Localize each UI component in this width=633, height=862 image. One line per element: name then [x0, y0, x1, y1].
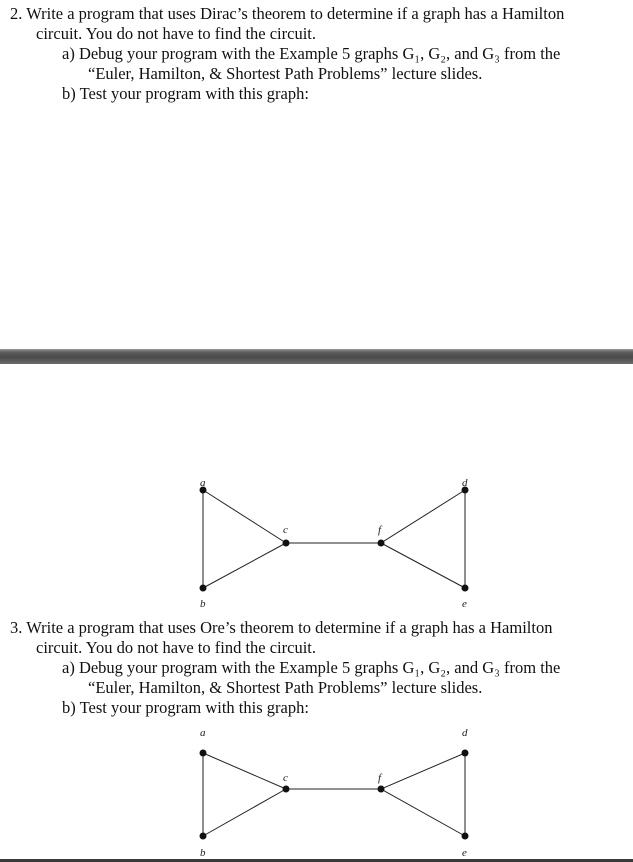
edge-b-c	[203, 543, 286, 588]
vertex-a	[200, 750, 207, 757]
vertex-f	[378, 786, 385, 793]
edge-f-e	[381, 789, 465, 836]
label-e: e	[462, 847, 467, 859]
problem-3-line-1: 3. Write a program that uses Ore’s theorem to determine if a graph has a Hamilton	[10, 618, 553, 637]
vertex-e	[462, 833, 469, 840]
label-c: c	[283, 524, 288, 536]
problem-3-part-a-line-2: “Euler, Hamilton, & Shortest Path Problems” lecture slides.	[88, 678, 483, 697]
vertex-c	[283, 540, 290, 547]
problem-3-part-a-line-1: a) Debug your program with the Example 5 graphs G₁, G₂, and G₃ from the	[62, 658, 561, 677]
vertex-b	[200, 585, 207, 592]
edge-f-e	[381, 543, 465, 588]
label-a: a	[200, 477, 206, 489]
edge-a-c	[203, 753, 286, 789]
label-f: f	[378, 524, 382, 536]
problem-2-part-a-line-1: a) Debug your program with the Example 5 graphs G₁, G₂, and G₃ from the	[62, 44, 561, 63]
problem-3-part-b: b) Test your program with this graph:	[62, 698, 309, 717]
label-d: d	[462, 727, 468, 739]
vertex-d	[462, 750, 469, 757]
label-f: f	[378, 772, 382, 784]
label-c: c	[283, 772, 288, 784]
edge-f-d	[381, 490, 465, 543]
graph-2	[0, 722, 633, 859]
vertex-f	[378, 540, 385, 547]
edge-f-d	[381, 753, 465, 789]
problem-2-part-a-line-2: “Euler, Hamilton, & Shortest Path Problems” lecture slides.	[88, 64, 483, 83]
problem-3-line-2: circuit. You do not have to find the circuit.	[36, 638, 316, 657]
label-d: d	[462, 477, 468, 489]
vertex-b	[200, 833, 207, 840]
problem-2-line-2: circuit. You do not have to find the circuit.	[36, 24, 316, 43]
label-b: b	[200, 847, 206, 859]
problem-2-line-1: 2. Write a program that uses Dirac’s theorem to determine if a graph has a Hamilton	[10, 4, 565, 23]
label-b: b	[200, 598, 206, 610]
problem-2-part-b: b) Test your program with this graph:	[62, 84, 309, 103]
vertex-e	[462, 585, 469, 592]
edge-b-c	[203, 789, 286, 836]
page-break	[0, 349, 633, 364]
graph-1	[0, 460, 633, 620]
graph-1-edges	[203, 490, 465, 588]
label-a: a	[200, 727, 206, 739]
label-e: e	[462, 598, 467, 610]
vertex-c	[283, 786, 290, 793]
edge-a-c	[203, 490, 286, 543]
